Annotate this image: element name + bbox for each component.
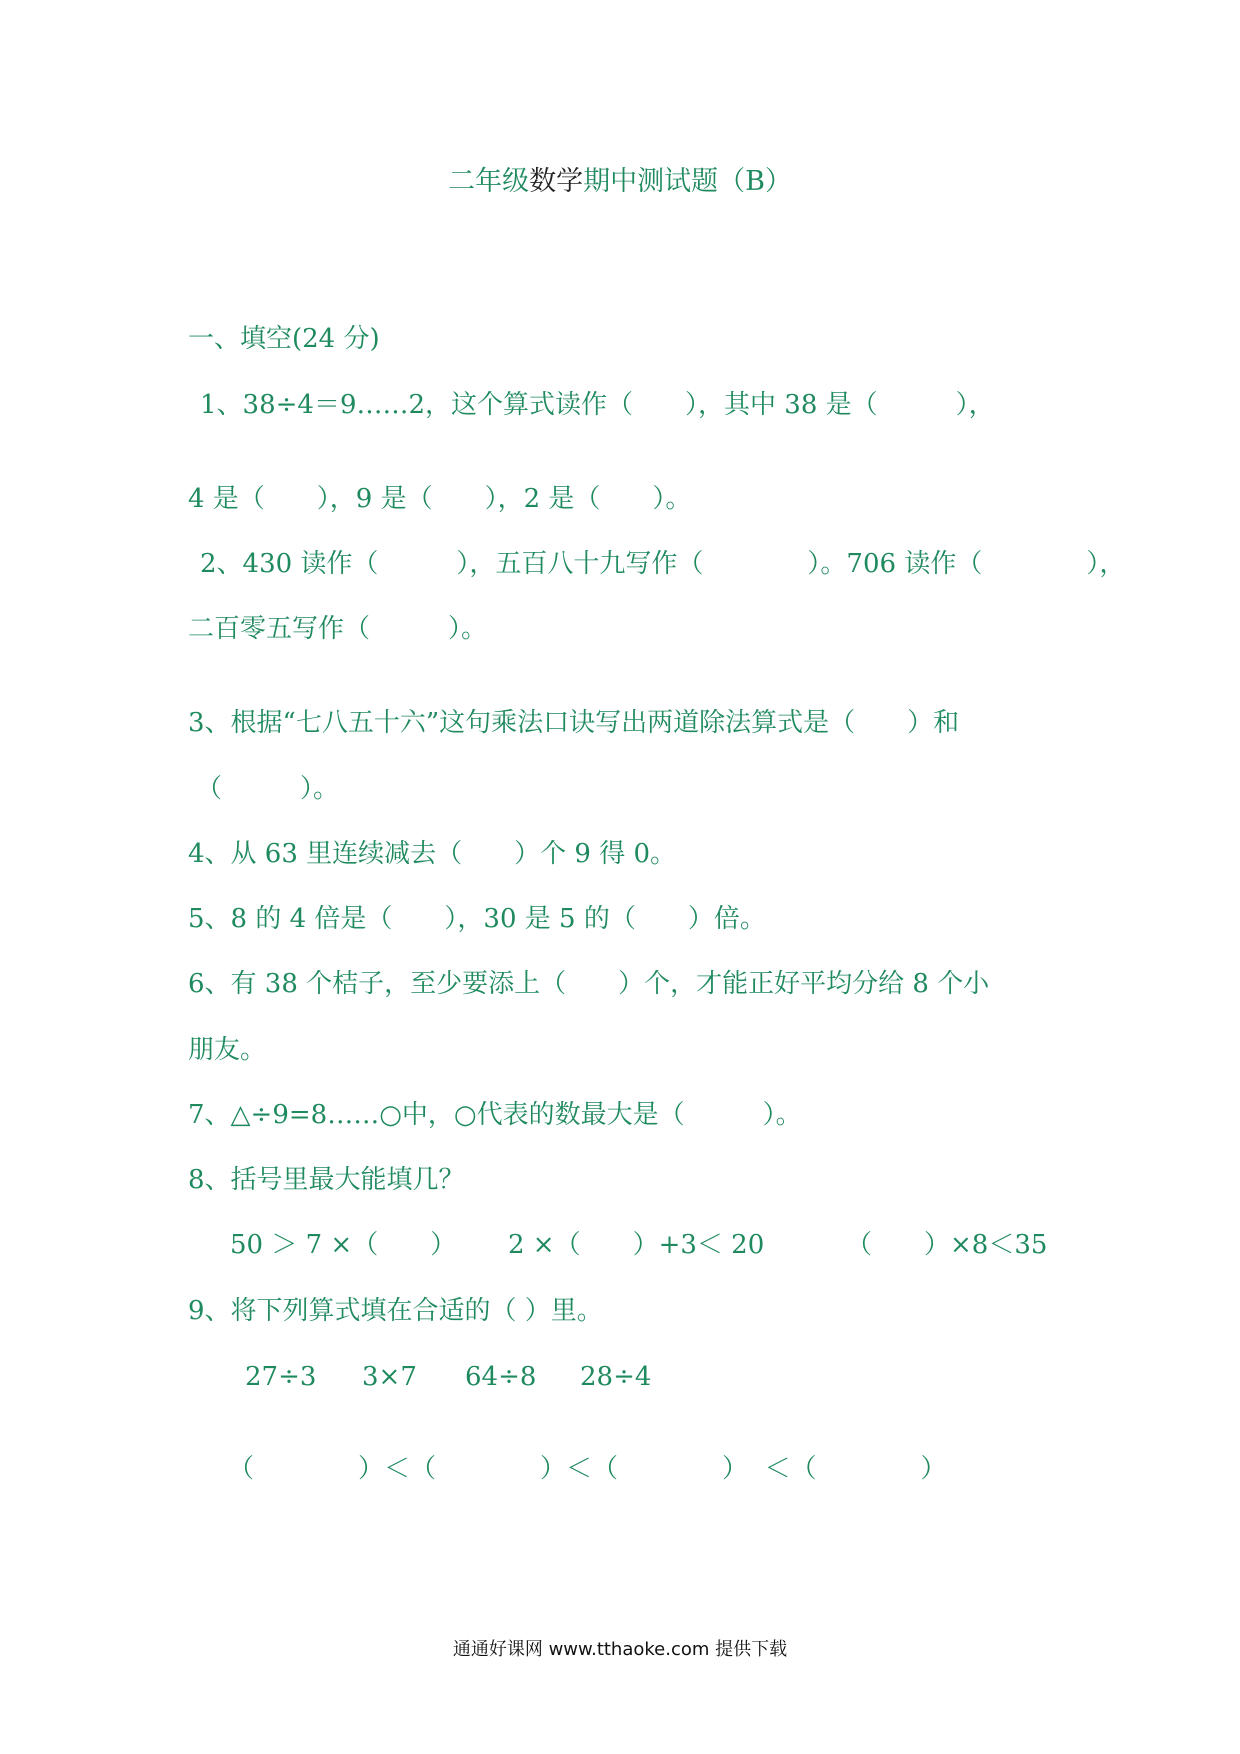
question-9-item-4: 28÷4	[580, 1362, 652, 1392]
question-5: 5、8 的 4 倍是（ ），30 是 5 的（ ）倍。	[188, 904, 766, 934]
question-9: 9、将下列算式填在合适的（ ）里。	[188, 1296, 603, 1326]
question-8-expression-3: （ ）×8＜35	[846, 1230, 1048, 1260]
question-1-line-2: 4 是（ ），9 是（ ），2 是（ ）。	[188, 484, 692, 514]
question-1-line-1: 1、38÷4＝9……2，这个算式读作（ ），其中 38 是（ ），	[200, 390, 995, 420]
question-3-line-2: （ ）。	[196, 774, 340, 804]
question-9-item-2: 3×7	[362, 1362, 417, 1392]
question-3-line-1: 3、根据“七八五十六”这句乘法口诀写出两道除法算式是（ ）和	[188, 708, 960, 738]
question-6-line-2: 朋友。	[188, 1035, 267, 1065]
question-9-item-1: 27÷3	[245, 1362, 317, 1392]
question-6-line-1: 6、有 38 个桔子，至少要添上（ ）个，才能正好平均分给 8 个小	[188, 969, 990, 999]
question-8-expression-1: 50 ＞ 7 ×（ ）	[230, 1230, 457, 1260]
question-8-expression-2: 2 ×（ ）+3＜ 20	[508, 1230, 765, 1260]
question-2-line-1: 2、430 读作（ ），五百八十九写作（ ）。706 读作（ ），	[200, 549, 1126, 579]
page-title: 二年级数学期中测试题（B）	[448, 166, 792, 197]
question-2-line-2: 二百零五写作（ ）。	[188, 614, 488, 644]
question-4: 4、从 63 里连续减去（ ）个 9 得 0。	[188, 839, 677, 869]
section-heading: 一、填空(24 分)	[188, 324, 380, 354]
question-8: 8、括号里最大能填几？	[188, 1165, 465, 1195]
question-9-answer-blanks: （ ）＜（ ）＜（ ） ＜（ ）	[228, 1454, 947, 1484]
footer-credit: 通通好课网 www.tthaoke.com 提供下载	[452, 1639, 788, 1660]
question-9-item-3: 64÷8	[465, 1362, 537, 1392]
question-7: 7、△÷9=8……○中，○代表的数最大是（ ）。	[188, 1100, 802, 1130]
